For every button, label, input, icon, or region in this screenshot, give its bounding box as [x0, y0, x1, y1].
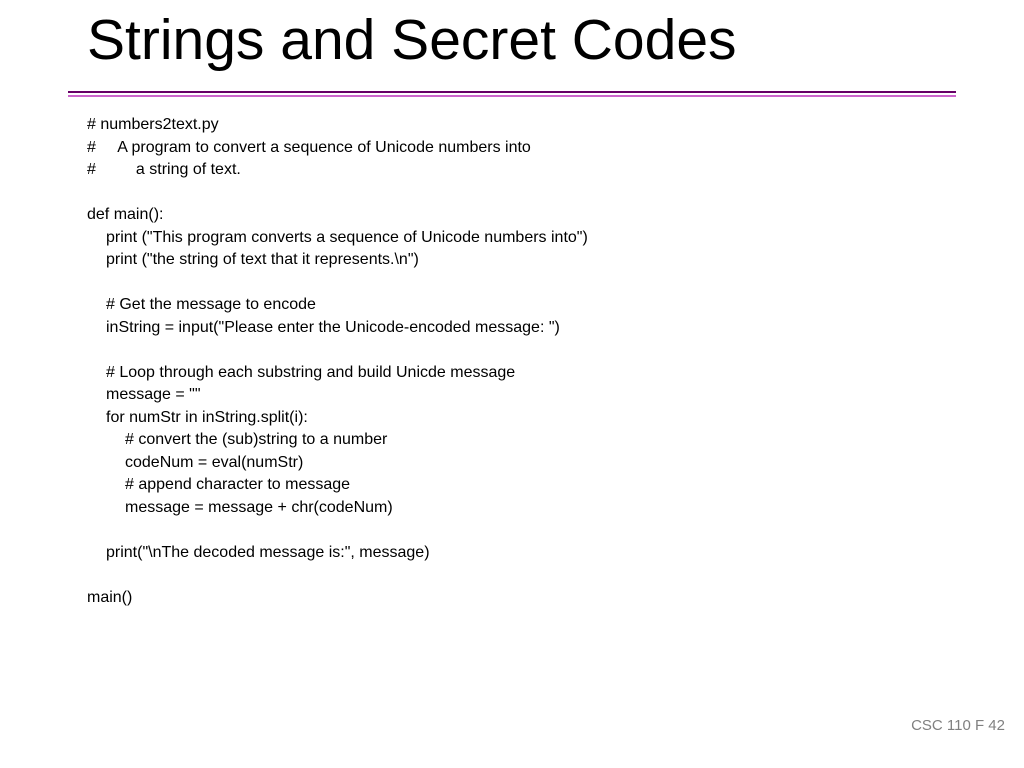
slide-footer: CSC 110 F 42	[911, 717, 1005, 734]
code-line: message = ""	[106, 386, 201, 403]
code-blank-line	[87, 272, 588, 295]
code-line: # a string of text.	[87, 161, 241, 178]
code-line: # A program to convert a sequence of Unicode numbers into	[87, 138, 531, 156]
code-line: # Get the message to encode	[106, 296, 316, 313]
code-line: # convert the (sub)string to a number	[125, 431, 388, 448]
code-line: main()	[87, 588, 133, 606]
code-line: codeNum = eval(numStr)	[125, 453, 304, 471]
code-line: print("\nThe decoded message is:", message)	[106, 543, 430, 561]
code-blank-line	[87, 519, 588, 542]
title-divider-bottom	[68, 95, 956, 97]
code-line: def main():	[87, 206, 164, 223]
title-divider-top	[68, 91, 956, 93]
slide-title: Strings and Secret Codes	[87, 8, 737, 72]
code-line: # Loop through each substring and build Unicde message	[106, 363, 516, 381]
code-line: message = message + chr(codeNum)	[125, 498, 393, 516]
code-blank-line	[87, 339, 588, 362]
code-listing	[87, 114, 588, 609]
code-line: print ("This program converts a sequence of Unicode numbers into")	[106, 228, 588, 246]
code-line: for numStr in inString.split(i):	[106, 408, 308, 426]
code-line: inString = input("Please enter the Unicode-encoded message: ")	[106, 318, 560, 336]
code-line: print ("the string of text that it represents.\n")	[106, 251, 419, 268]
code-line: # append character to message	[125, 476, 351, 493]
code-blank-line	[87, 182, 588, 205]
code-line: # numbers2text.py	[87, 116, 219, 133]
code-blank-line	[87, 564, 588, 587]
